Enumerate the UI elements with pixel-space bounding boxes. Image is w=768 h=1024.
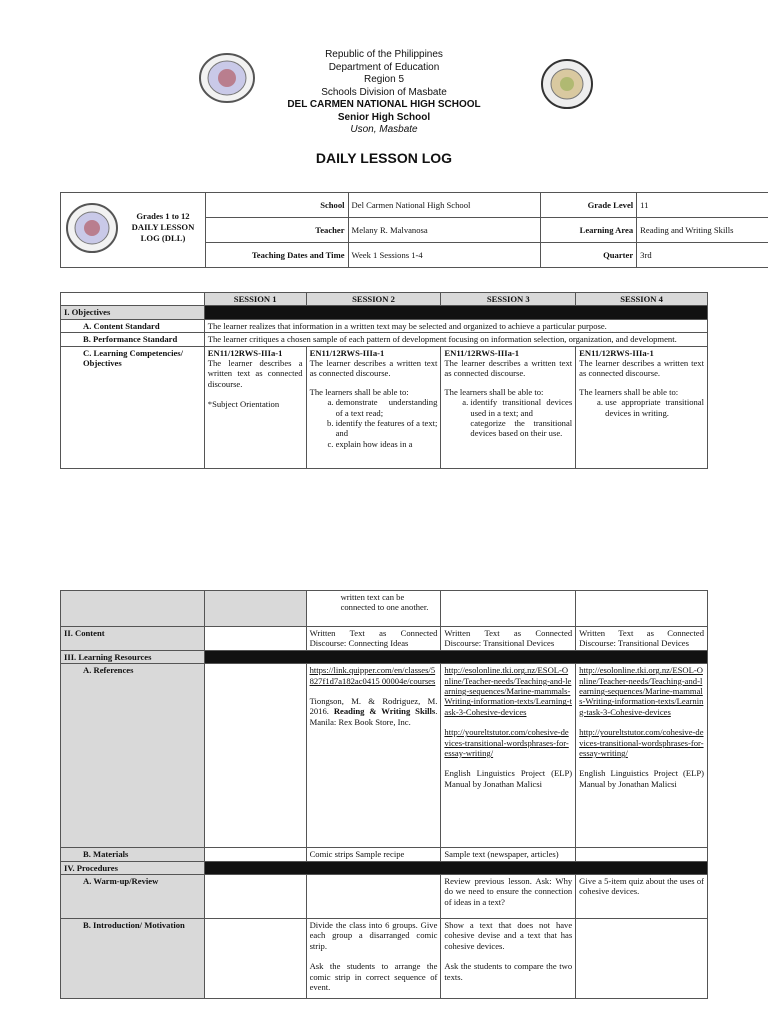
references-label: A. References (61, 664, 205, 848)
document-title: DAILY LESSON LOG (315, 150, 453, 166)
session-3-objectives (441, 346, 576, 468)
content-label: II. Content (61, 627, 205, 651)
subject-orientation-note: *Subject Orientation (207, 399, 280, 410)
quarter-label: Quarter (541, 243, 637, 268)
elp-reference: English Linguistics Project (ELP) Manual by Jonathan Malicsi (579, 768, 704, 789)
intro-step: Ask the students to arrange the comic strip in correct sequence of event. (309, 961, 438, 993)
teacher-label: Teacher (205, 218, 348, 243)
school-name-line: DEL CARMEN NATIONAL HIGH SCHOOL (287, 99, 481, 110)
objectives-section-label: I. Objectives (61, 306, 205, 319)
session-4-objectives (576, 346, 708, 468)
republic-line: Republic of the Philippines (325, 49, 443, 60)
book-title: Reading & Writing Skills (333, 706, 436, 717)
able-to-label: The learners shall be able to: (579, 386, 679, 397)
procedures-table (60, 590, 708, 999)
grade-level-value: 11 (637, 193, 768, 218)
list-item: c. explain how ideas in a (336, 439, 438, 449)
intro-step: Show a text that does not have cohesive devise and a text that has cohesive devices. (444, 920, 573, 951)
quarter-value: 3rd (637, 243, 768, 268)
performance-standard-text: The learner critiques a chosen sample of each pattern of development focusing on information selection, organization, and development. (204, 333, 707, 346)
competency-code: EN11/12RWS-IIIa-1 (207, 347, 283, 358)
references-session-3 (441, 664, 576, 848)
learning-resources-label: III. Learning Resources (61, 650, 205, 663)
session-1-objectives (204, 346, 306, 468)
warmup-label: A. Warm-up/Review (61, 875, 205, 919)
performance-standard-label: B. Performance Standard (61, 333, 205, 346)
elp-reference: English Linguistics Project (ELP) Manual by Jonathan Malicsi (444, 768, 573, 789)
reference-link[interactable]: https://link.quipper.com/en/classes/5827f1d7a182ac0415 00004e/courses (309, 665, 436, 686)
list-item: a. demonstrate understanding of a text read; (336, 397, 438, 418)
materials-label: B. Materials (61, 848, 205, 861)
info-table (60, 192, 768, 268)
learning-area-label: Learning Area (541, 218, 637, 243)
objective-text: The learner describes a written text as connected discourse. (444, 358, 573, 379)
reference-link[interactable]: http://youreltstutor.com/cohesive-devices-transitional-wordsphrases-for-essay-writing/ (444, 727, 569, 759)
intro-step: Divide the class into 6 groups. Give each group a disarranged comic strip. (309, 920, 438, 951)
teacher-value: Melany R. Malvanosa (348, 218, 541, 243)
objective-text: The learner describes a written text as connected discourse. (309, 358, 438, 379)
school-level-line: Senior High School (337, 111, 431, 123)
list-item: b. identify the features of a text; and (336, 418, 438, 439)
materials-session-2: Comic strips Sample recipe (306, 848, 441, 861)
session-1-header: SESSION 1 (204, 293, 306, 306)
content-standard-text: The learner realizes that information in a written text may be selected and organized to achieve a particular purpose. (204, 319, 707, 332)
dll-label-cell (61, 193, 206, 268)
introduction-label: B. Introduction/ Motivation (61, 919, 205, 999)
content-session-4: Written Text as Connected Discourse: Transitional Devices (576, 627, 708, 651)
school-label: School (205, 193, 348, 218)
session-2-header: SESSION 2 (306, 293, 441, 306)
objectives-table (60, 292, 708, 469)
able-to-label: The learners shall be able to: (309, 386, 409, 397)
division-line: Schools Division of Masbate (321, 86, 447, 98)
section-bar (204, 861, 707, 874)
session-3-header: SESSION 3 (441, 293, 576, 306)
school-value: Del Carmen National High School (348, 193, 541, 218)
reference-link[interactable]: http://youreltstutor.com/cohesive-devices-transitional-wordsphrases-for-essay-writing/ (579, 727, 704, 759)
list-item: categorize the transitional devices based on their use. (470, 418, 573, 439)
content-session-3: Written Text as Connected Discourse: Transitional Devices (441, 627, 576, 651)
list-item: a. use appropriate transitional devices in writing. (605, 397, 704, 418)
department-line: Department of Education (328, 61, 440, 73)
procedures-label: IV. Procedures (61, 861, 205, 874)
objective-text: The learner describes a written text as connected discourse. (579, 358, 704, 379)
learning-area-value: Reading and Writing Skills (637, 218, 768, 243)
book-reference (310, 696, 438, 727)
teaching-dates-value: Week 1 Sessions 1-4 (348, 243, 541, 268)
list-item: a. identify transitional devices used in a text; and (470, 397, 572, 418)
reference-link[interactable]: http://esolonline.tki.org.nz/ESOL-Online/Teacher-needs/Teaching-and-learning-sequences/Marine-mammals-Writing-information-texts/Learning-task-3-Cohesive-devices (444, 665, 572, 717)
references-session-2 (306, 664, 441, 848)
continued-text: written text can be connected to one another. (306, 591, 441, 627)
grade-level-label: Grade Level (541, 193, 637, 218)
materials-session-3: Sample text (newspaper, articles) (441, 848, 576, 861)
content-standard-label: A. Content Standard (61, 319, 205, 332)
dll-label: Grades 1 to 12 DAILY LESSON LOG (DLL) (131, 211, 195, 243)
learning-competencies-label: C. Learning Competencies/ Objectives (61, 346, 205, 468)
location-line: Uson, Masbate (350, 124, 418, 135)
reference-link[interactable]: http://esolonline.tki.org.nz/ESOL-Online/Teacher-needs/Teaching-and-learning-sequences/Marine-mammals-Writing-information-texts/Learning-task-3-Cohesive-devices (579, 665, 704, 717)
session-2-objectives (306, 346, 441, 468)
deped-seal-icon (65, 202, 119, 254)
warmup-session-4: Give a 5-item quiz about the uses of cohesive devices. (576, 875, 708, 919)
section-bar (204, 650, 707, 663)
introduction-session-3 (441, 919, 576, 999)
warmup-session-3: Review previous lesson. Ask: Why do we need to ensure the connection of ideas in a text? (441, 875, 576, 919)
objective-text: The learner describes a written text as connected discourse. (207, 358, 303, 389)
region-line: Region 5 (363, 74, 405, 85)
introduction-session-2 (306, 919, 441, 999)
references-session-4 (576, 664, 708, 848)
intro-step: Ask the students to compare the two texts. (444, 961, 573, 982)
able-to-label: The learners shall be able to: (444, 386, 544, 397)
content-session-2: Written Text as Connected Discourse: Connecting Ideas (306, 627, 441, 651)
book-publisher: . Manila: Rex Book Store, Inc. (309, 706, 438, 727)
section-bar (204, 306, 707, 319)
competency-code: EN11/12RWS-IIIa-1 (579, 347, 654, 358)
teaching-dates-label: Teaching Dates and Time (205, 243, 348, 268)
book-authors: Tiongson, M. & Rodriguez, M. 2016. (309, 696, 438, 717)
competency-code: EN11/12RWS-IIIa-1 (444, 347, 520, 358)
competency-code: EN11/12RWS-IIIa-1 (309, 347, 385, 358)
session-4-header: SESSION 4 (576, 293, 708, 306)
letterhead (0, 49, 768, 137)
